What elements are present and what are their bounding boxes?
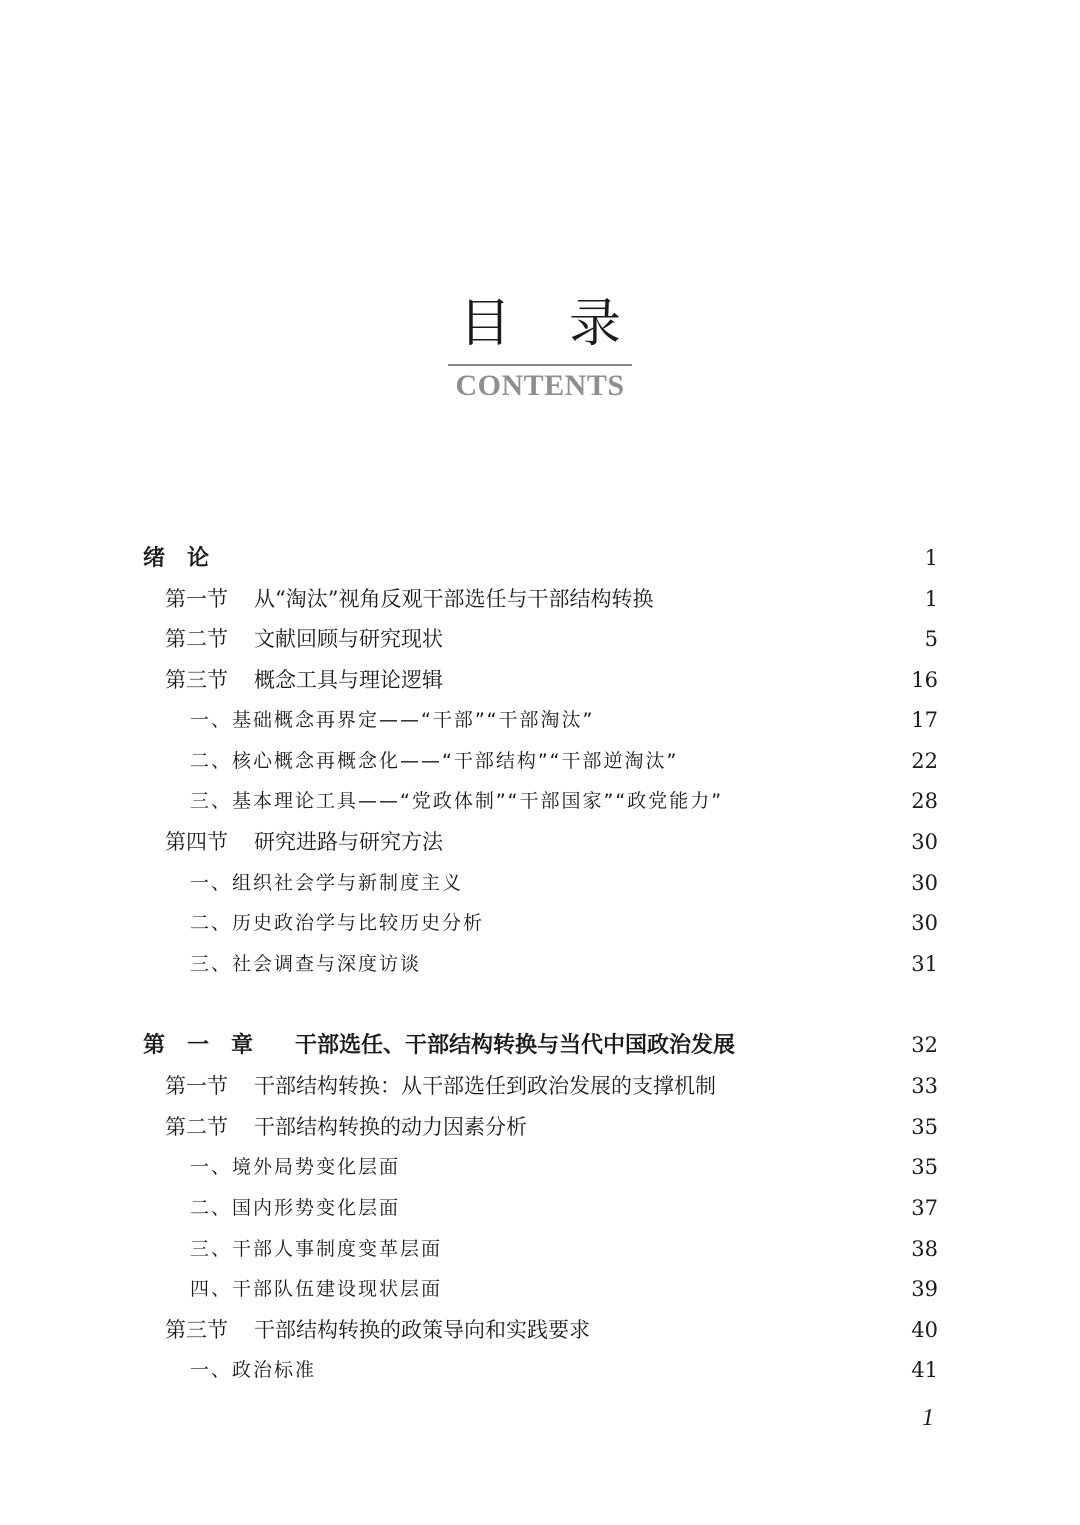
toc-entry-page: 5 <box>924 627 938 651</box>
toc-entry-sub <box>190 1232 938 1266</box>
toc-entry-heading: 干部结构转换的动力因素分析 <box>254 1115 527 1139</box>
toc-entry-page: 30 <box>911 871 938 895</box>
toc-entry-title: 三、社会调查与深度访谈 <box>190 953 422 975</box>
toc-entry-number: 第一节 <box>165 1074 228 1098</box>
toc-entry-page: 1 <box>924 546 938 570</box>
dot-leader <box>743 1028 892 1062</box>
toc-entry-chapter <box>143 541 938 575</box>
toc-entry-title <box>165 663 443 697</box>
toc-entry-page: 22 <box>911 749 938 773</box>
page-number: 1 <box>922 1405 934 1431</box>
toc-entry-heading: 研究进路与研究方法 <box>254 830 443 854</box>
dot-leader <box>408 1191 892 1225</box>
toc-entry-page: 28 <box>911 789 938 813</box>
toc-entry-title: 一、基础概念再界定——“干部”“干部淘汰” <box>190 709 595 731</box>
toc-entry-page: 37 <box>911 1196 938 1220</box>
toc-entry-heading: 干部结构转换：从干部选任到政治发展的支撑机制 <box>254 1074 716 1098</box>
dot-leader <box>535 1110 892 1144</box>
toc-entry-title <box>165 1069 716 1103</box>
toc-entry-heading: 干部结构转换的政策导向和实践要求 <box>254 1318 590 1342</box>
toc-entry-page: 35 <box>911 1115 938 1139</box>
toc-entry-sub <box>190 906 938 940</box>
dot-leader <box>661 582 892 616</box>
toc-entry-sub <box>190 947 938 981</box>
toc-entry-page: 35 <box>911 1155 938 1179</box>
toc-entry-page: 40 <box>911 1318 938 1342</box>
toc-entry-title <box>165 1110 527 1144</box>
dot-leader <box>450 1272 892 1306</box>
dot-leader <box>598 1313 892 1347</box>
toc-entry-number: 第一章 <box>143 1032 276 1058</box>
toc-entry-title <box>143 541 231 575</box>
toc-entry-title: 三、干部人事制度变革层面 <box>190 1238 443 1260</box>
toc-entry-title: 一、政治标准 <box>190 1359 317 1381</box>
toc-entry-page: 41 <box>911 1358 938 1382</box>
toc-entry-title <box>165 582 653 616</box>
toc-entry-section <box>165 1069 938 1103</box>
toc-entry-title <box>143 1028 735 1062</box>
toc-entry-title <box>165 622 443 656</box>
toc-entry-page: 33 <box>911 1074 938 1098</box>
toc-entry-page: 30 <box>911 830 938 854</box>
toc-entry-page: 17 <box>911 708 938 732</box>
toc-entry-number: 绪论 <box>143 545 232 571</box>
toc-entry-title: 四、干部队伍建设现状层面 <box>190 1278 443 1300</box>
contents-title-english: CONTENTS <box>455 368 625 402</box>
toc-entry-title: 一、境外局势变化层面 <box>190 1156 401 1178</box>
dot-leader <box>324 1353 892 1387</box>
toc-entry-page: 32 <box>911 1033 938 1057</box>
toc-entry-page: 39 <box>911 1277 938 1301</box>
toc-entry-page: 1 <box>924 587 938 611</box>
toc-entry-sub <box>190 1353 938 1387</box>
dot-leader <box>451 825 892 859</box>
toc-entry-heading: 文献回顾与研究现状 <box>254 627 443 651</box>
dot-leader <box>451 622 892 656</box>
toc-entry-number: 第三节 <box>165 668 228 692</box>
toc-entry-page: 16 <box>911 668 938 692</box>
toc-entry-number: 第四节 <box>165 830 228 854</box>
dot-leader <box>239 541 892 575</box>
toc-entry-sub <box>190 1191 938 1225</box>
toc-entry-sub <box>190 1272 938 1306</box>
dot-leader <box>408 1150 892 1184</box>
dot-leader <box>429 947 892 981</box>
toc-entry-sub <box>190 866 938 900</box>
dot-leader <box>451 663 892 697</box>
toc-entry-sub <box>190 1150 938 1184</box>
dot-leader <box>724 1069 892 1103</box>
toc-entry-section <box>165 1313 938 1347</box>
dot-leader <box>450 1232 892 1266</box>
toc-entry-sub <box>190 703 938 737</box>
toc-entry-page: 31 <box>911 952 938 976</box>
dot-leader <box>492 906 892 940</box>
toc-entry-title <box>165 825 443 859</box>
toc-entry-title: 一、组织社会学与新制度主义 <box>190 872 464 894</box>
toc-entry-sub <box>190 784 938 818</box>
toc-entry-section <box>165 622 938 656</box>
toc-entry-heading: 干部选任、干部结构转换与当代中国政治发展 <box>295 1032 736 1058</box>
toc-entry-page: 30 <box>911 911 938 935</box>
toc-entry-title: 二、历史政治学与比较历史分析 <box>190 912 485 934</box>
dot-leader <box>602 703 892 737</box>
toc-entry-page: 38 <box>911 1237 938 1261</box>
toc-entry-number: 第一节 <box>165 587 228 611</box>
toc-entry-title: 二、核心概念再概念化——“干部结构”“干部逆淘汰” <box>190 750 679 772</box>
dot-leader <box>686 744 892 778</box>
toc-entry-heading: 概念工具与理论逻辑 <box>254 668 443 692</box>
toc-entry-title: 三、基本理论工具——“党政体制”“干部国家”“政党能力” <box>190 790 724 812</box>
toc-entry-title <box>165 1313 590 1347</box>
toc-entry-heading: 从“淘汰”视角反观干部选任与干部结构转换 <box>254 587 654 611</box>
toc-entry-section <box>165 825 938 859</box>
toc-entry-number: 第二节 <box>165 627 228 651</box>
toc-entry-sub <box>190 744 938 778</box>
toc-entry-section <box>165 663 938 697</box>
toc-entry-chapter <box>143 1028 938 1062</box>
contents-title-chinese: 目录 <box>458 294 679 354</box>
toc-entry-section <box>165 1110 938 1144</box>
dot-leader <box>471 866 892 900</box>
dot-leader <box>731 784 892 818</box>
toc-entry-section <box>165 582 938 616</box>
toc-entry-number: 第二节 <box>165 1115 228 1139</box>
toc-entry-title: 二、国内形势变化层面 <box>190 1197 401 1219</box>
toc-entry-number: 第三节 <box>165 1318 228 1342</box>
